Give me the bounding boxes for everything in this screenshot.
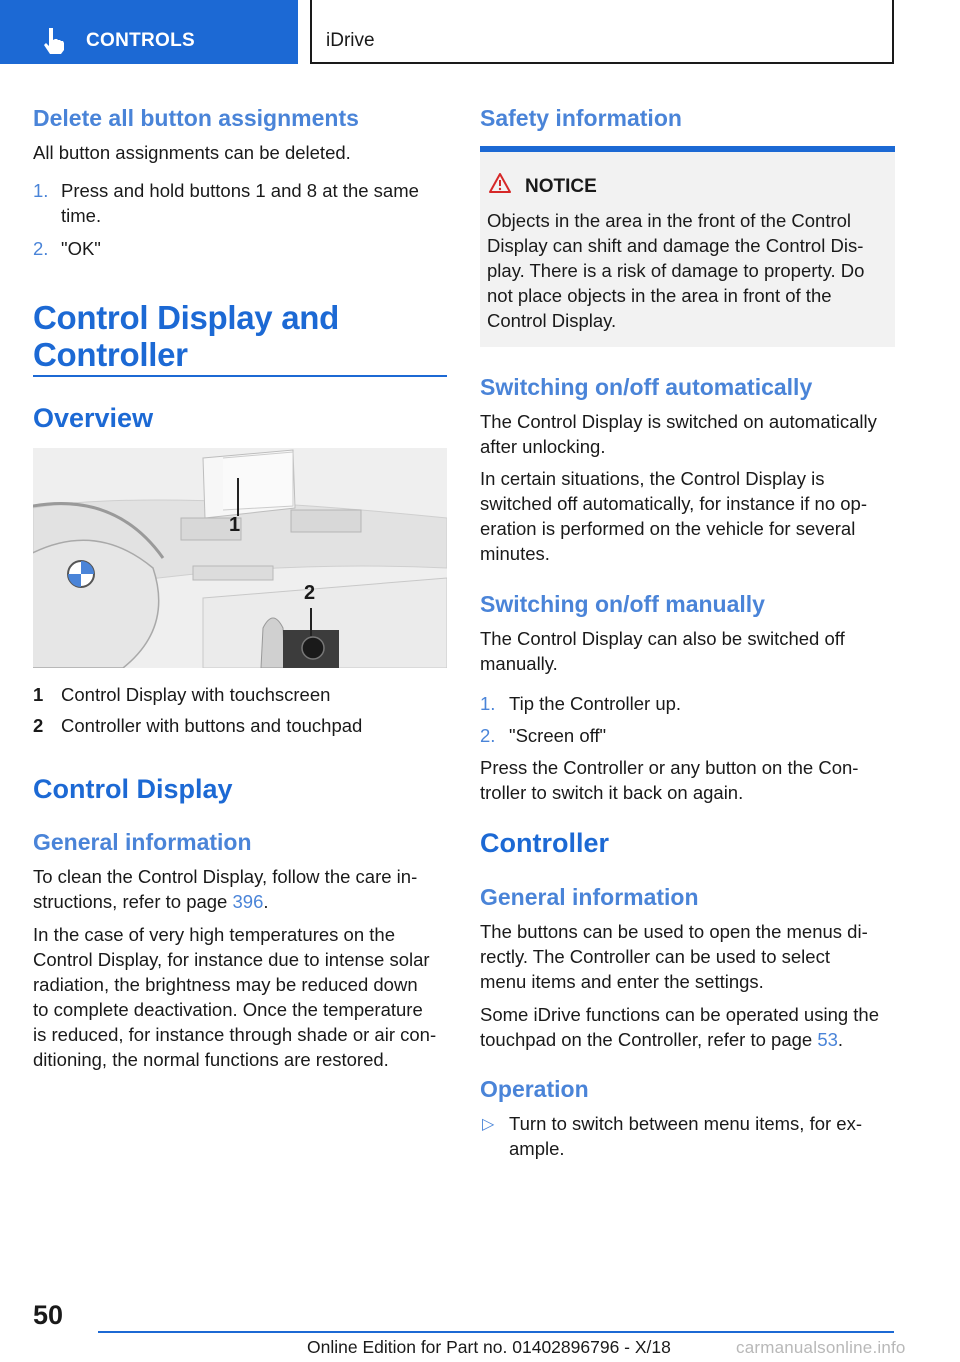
notice-title: NOTICE	[525, 176, 597, 197]
paragraph-line: minutes.	[480, 543, 550, 564]
paragraph-line: troller to switch it back on again.	[480, 782, 744, 803]
manual-heading: Switching on/off manually	[480, 591, 765, 617]
paragraph-line: switched off automatically, for instance if no op‐	[480, 493, 867, 514]
chapter-title	[33, 299, 339, 373]
notice-line: Control Display.	[487, 310, 617, 331]
paragraph-line: The Control Display can also be switched off	[480, 628, 845, 649]
dashboard-drawing	[33, 448, 447, 668]
general-info-heading: General information	[33, 829, 252, 855]
chapter-title-line: Controller	[33, 336, 188, 373]
paragraph-line: is reduced, for instance through shade or air con‐	[33, 1024, 437, 1045]
legend-text: Control Display with touchscreen	[61, 684, 331, 705]
callout-1: 1	[229, 514, 241, 536]
section-label: CONTROLS	[86, 30, 196, 51]
overview-heading: Overview	[33, 403, 154, 433]
safety-heading: Safety information	[480, 105, 682, 131]
controller-heading: Controller	[480, 828, 610, 858]
dashboard-illustration	[33, 448, 447, 668]
notice-line: Display can shift and damage the Control Dis‐	[487, 235, 864, 256]
paragraph-line: Press the Controller or any button on the Con‐	[480, 757, 859, 778]
page-number: 50	[33, 1300, 64, 1330]
paragraph-line: The Control Display is switched on automatically	[480, 411, 877, 432]
auto-heading: Switching on/off automatically	[480, 374, 813, 400]
step-number: 2.	[33, 238, 49, 259]
section-tab[interactable]	[0, 0, 298, 64]
paragraph	[33, 922, 436, 1072]
notice-text	[487, 208, 864, 333]
warning-triangle-icon	[488, 172, 512, 194]
text-run: touchpad on the Controller, refer to page	[480, 1029, 818, 1050]
step-text: time.	[61, 205, 102, 226]
paragraph-line: Some iDrive functions can be operated using the	[480, 1004, 880, 1025]
step-text: Press and hold buttons 1 and 8 at the same	[61, 180, 419, 201]
delete-heading: Delete all button assignments	[33, 105, 359, 131]
notice-line: Objects in the area in the front of the Control	[487, 210, 852, 231]
paragraph	[480, 755, 858, 805]
watermark-text: carmanualsonline.info	[736, 1338, 906, 1357]
paragraph-line: Control Display, for instance due to intense solar	[33, 949, 430, 970]
topic-header	[310, 0, 894, 64]
text-run: structions, refer to page	[33, 891, 233, 912]
page-link[interactable]: 53	[817, 1029, 838, 1050]
notice-box	[480, 146, 895, 347]
operation-heading: Operation	[480, 1076, 589, 1102]
paragraph-line	[480, 1027, 843, 1052]
paragraph-line: In certain situations, the Control Display is	[480, 468, 825, 489]
bullet-line: ample.	[509, 1138, 565, 1159]
page-link[interactable]: 396	[232, 891, 264, 912]
delete-intro: All button assignments can be deleted.	[33, 142, 351, 163]
paragraph-line: to complete deactivation. Once the temperature	[33, 999, 423, 1020]
text-run: .	[837, 1029, 844, 1050]
bullet-text	[509, 1111, 862, 1161]
triangle-bullet-icon: ▷	[482, 1116, 495, 1133]
paragraph-line: The buttons can be used to open the menus di‐	[480, 921, 868, 942]
chapter-rule	[33, 375, 447, 377]
step-text: "Screen off"	[509, 725, 607, 746]
paragraph-line: To clean the Control Display, follow the care in‐	[33, 866, 418, 887]
hand-pointer-icon	[40, 26, 66, 54]
paragraph	[480, 626, 845, 676]
paragraph	[480, 919, 868, 994]
bullet-line: Turn to switch between menu items, for ex‐	[509, 1113, 863, 1134]
step-number: 2.	[480, 725, 496, 746]
paragraph-line	[33, 889, 269, 914]
step-text: "OK"	[61, 238, 101, 259]
paragraph-line: manually.	[480, 653, 558, 674]
notice-line: not place objects in the area in front of the	[487, 285, 832, 306]
step-number: 1.	[480, 693, 496, 714]
legend-number: 1	[33, 684, 44, 705]
footer-rule	[98, 1331, 894, 1333]
legend-text: Controller with buttons and touchpad	[61, 715, 363, 736]
text-run: .	[263, 891, 269, 912]
paragraph-line: radiation, the brightness may be reduced down	[33, 974, 418, 995]
paragraph	[480, 466, 867, 566]
step-number: 1.	[33, 180, 49, 201]
paragraph-line: In the case of very high temperatures on the	[33, 924, 395, 945]
chapter-title-line: Control Display and	[33, 299, 339, 336]
edition-text: Online Edition for Part no. 01402896796 - X/18	[307, 1337, 671, 1357]
step-text: Tip the Controller up.	[509, 693, 682, 714]
control-display-heading: Control Display	[33, 774, 233, 804]
paragraph-line: after unlocking.	[480, 436, 606, 457]
paragraph-line: ditioning, the normal functions are restored.	[33, 1049, 389, 1070]
callout-2: 2	[304, 582, 316, 604]
general-info-heading: General information	[480, 884, 699, 910]
paragraph-line: eration is performed on the vehicle for several	[480, 518, 856, 539]
paragraph-line: menu items and enter the settings.	[480, 971, 764, 992]
paragraph-line: rectly. The Controller can be used to select	[480, 946, 830, 967]
notice-line: play. There is a risk of damage to property. Do	[487, 260, 865, 281]
topic-label: iDrive	[326, 30, 375, 51]
legend-number: 2	[33, 715, 44, 736]
paragraph	[480, 409, 877, 459]
